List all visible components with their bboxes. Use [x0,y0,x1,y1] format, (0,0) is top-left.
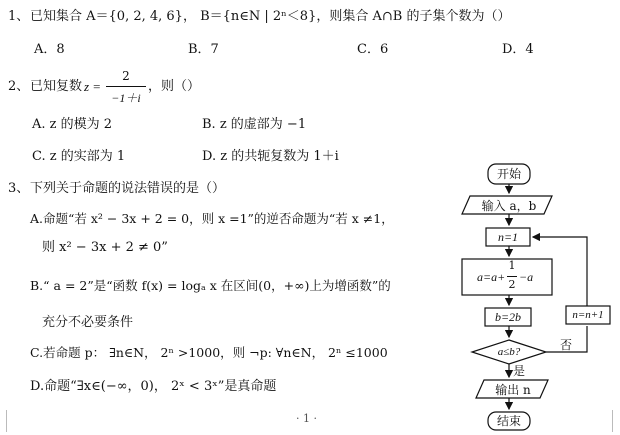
assign-fraction-numerator: 1 [508,259,516,272]
q1-option-d: D．4 [502,42,534,57]
q1-option-b: B．7 [188,42,219,57]
q2-number: 2、 [8,79,30,94]
yes-branch-label: 是 [513,364,526,378]
q3-option-a-line2: 则 x² − 3x + 2 ≠ 0” [42,240,168,255]
increment-label: n=n+1 [572,309,604,321]
q3-number: 3、 [8,181,30,196]
q2-fraction-denominator: −1＋i [111,91,141,105]
q1-number: 1、 [8,9,30,24]
start-label: 开始 [496,167,521,181]
assign-lhs-label: a=a+ [477,270,506,284]
assign-fraction-denominator: 2 [508,278,516,291]
q3-option-a-line1: A.命题“若 x² − 3x + 2 = 0，则 x =1”的逆否命题为“若 x ≠1， [30,211,394,226]
q3-option-b-line2: 充分不必要条件 [42,315,134,330]
q3-option-c: C.若命题 p： ∃n∈N， 2ⁿ >1000，则 ¬p: ∀n∈N， 2ⁿ ≤1000 [30,345,388,360]
q1-option-a: A．8 [34,42,65,57]
q2-stem-before: 已知复数 [30,79,83,94]
output-label: 输出 n [495,383,531,397]
page-number: · 1 · [296,412,317,425]
q2-z-equals: z = [84,79,102,94]
init-label: n=1 [497,230,519,244]
q3-stem: 下列关于命题的说法错误的是（） [30,181,226,196]
condition-label: a≤b? [497,346,521,358]
q2-stem-after: ，则（） [148,79,201,94]
q2-option-d: D. z 的共轭复数为 1＋i [202,149,339,164]
q3-option-d: D.命题“∃x∈(−∞，0)， 2ˣ < 3ˣ”是真命题 [30,379,277,394]
q2-fraction-numerator: 2 [122,69,130,83]
assign-fraction-bar [507,276,517,277]
q2-option-a: A. z 的模为 2 [32,117,113,132]
end-label: 结束 [496,414,521,428]
assign-rhs-label: −a [519,270,534,284]
no-branch-label: 否 [560,338,573,352]
input-label: 输入 a，b [481,199,537,213]
q3-option-b-line1: B.“ a = 2”是“函数 f(x) = logₐ x 在区间(0，+∞)上为增函数”的 [30,278,391,293]
q2-option-b: B. z 的虚部为 −1 [202,117,307,132]
q1-stem: 已知集合 A＝{0, 2, 4, 6}， B＝{n∈N | 2ⁿ＜8}，则集合 A∩B 的子集个数为（） [30,9,511,24]
q2-option-c: C. z 的实部为 1 [32,149,126,164]
q1-option-c: C．6 [357,42,389,57]
double-label: b=2b [494,310,522,324]
